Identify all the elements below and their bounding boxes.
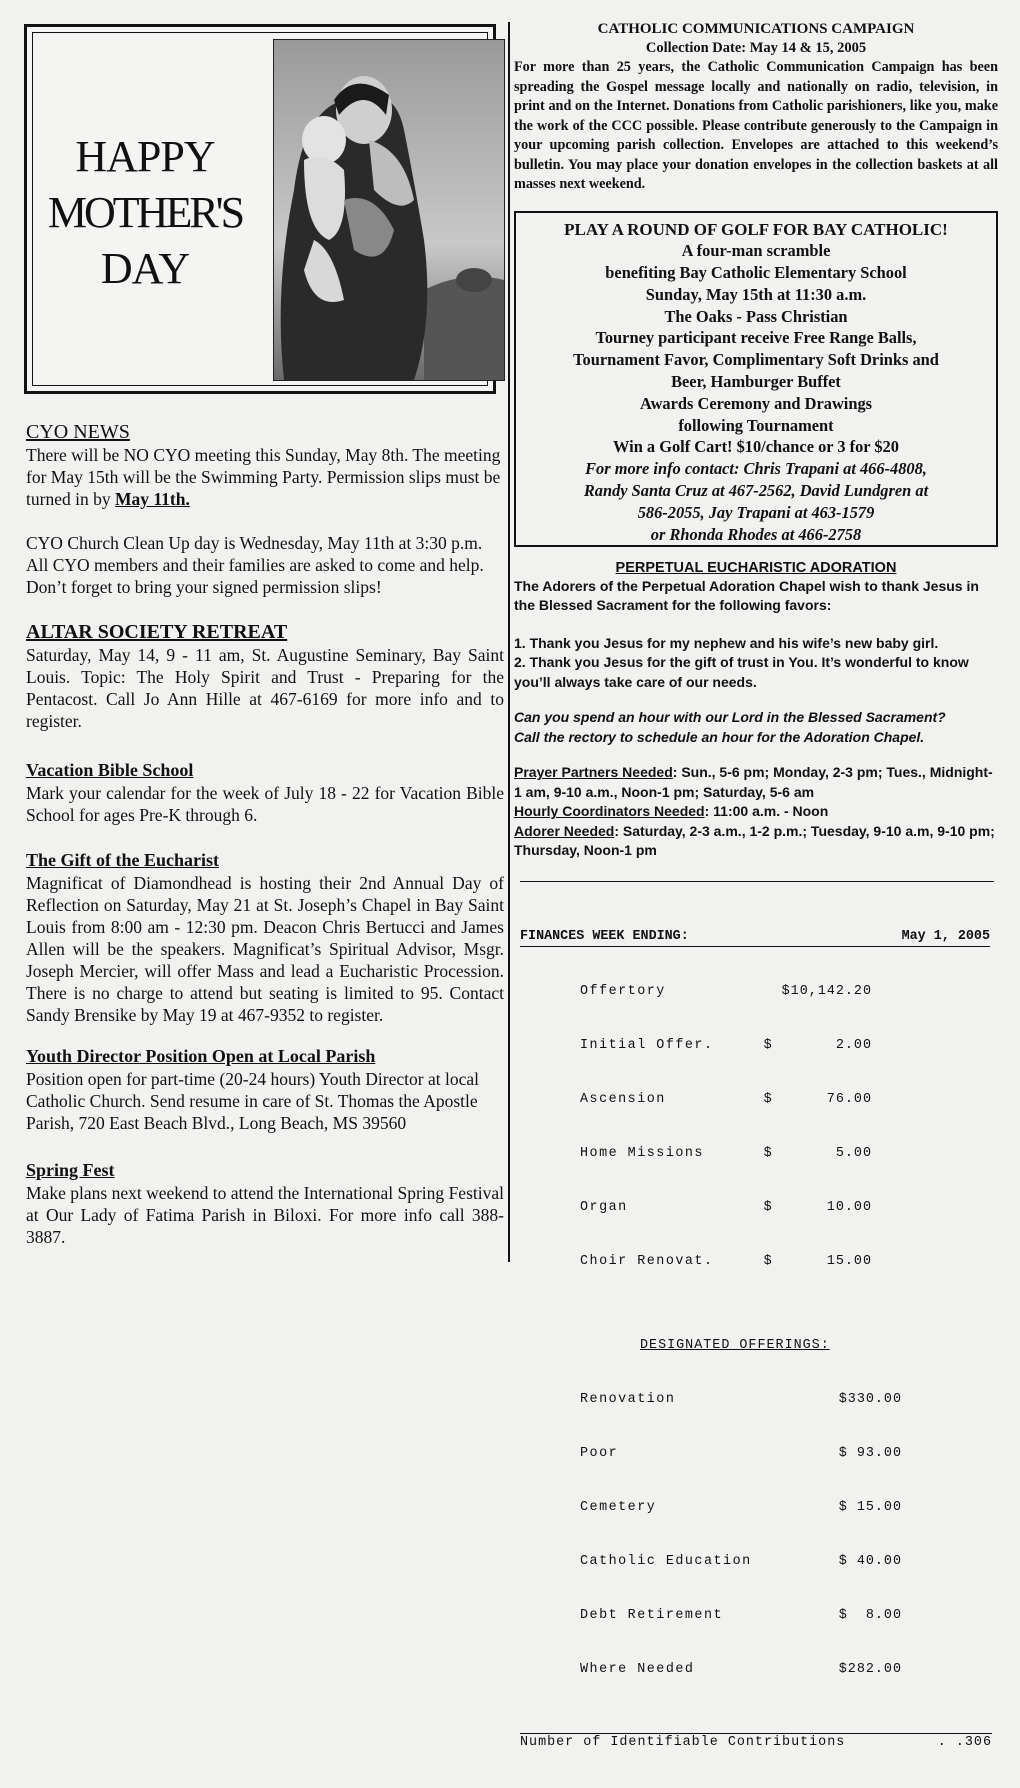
golf-contact-line: Randy Santa Cruz at 467-2562, David Lundgren at — [583, 481, 929, 501]
mothers-day-heading: HAPPY MOTHER'S DAY — [47, 132, 243, 293]
hourly-coordinators-label: Hourly Coordinators Needed — [514, 803, 705, 819]
golf-line: Beer, Hamburger Buffet — [671, 372, 841, 392]
contributions-label: Number of Identifiable Contributions — [520, 1734, 846, 1750]
cyo-cleanup-text: CYO Church Clean Up day is Wednesday, May 11th at 3:30 p.m. All CYO members and their families are asked to come and help. Don’t forget to bring your signed permission slips! — [26, 533, 484, 597]
ccc-section — [514, 20, 998, 195]
finance-row: Organ $ 10.00 — [580, 1199, 872, 1215]
spring-fest-text: Make plans next weekend to attend the International Spring Festival at Our Lady of Fatima Parish in Biloxi. For more info call 388-3887. — [26, 1183, 504, 1247]
contributions-row — [520, 1733, 992, 1752]
contributions-value: 306 — [964, 1734, 992, 1750]
vbs-text: Mark your calendar for the week of July 18 - 22 for Vacation Bible School for ages Pre-K through 6. — [26, 783, 504, 825]
ccc-title: CATHOLIC COMMUNICATIONS CAMPAIGN — [597, 21, 915, 37]
permission-deadline: May 11th. — [114, 489, 190, 509]
altar-society-title: ALTAR SOCIETY RETREAT — [26, 621, 288, 643]
eucharist-title: The Gift of the Eucharist — [26, 850, 219, 870]
adoration-intro: The Adorers of the Perpetual Adoration Chapel wish to thank Jesus in the Blessed Sacrament for the following favors: — [514, 577, 979, 613]
golf-line: benefiting Bay Catholic Elementary School — [605, 263, 907, 283]
golf-contact-line: 586-2055, Jay Trapani at 463-1579 — [637, 502, 875, 522]
hourly-coordinators-text: : 11:00 a.m. - Noon — [704, 803, 829, 819]
finances-header-label: FINANCES WEEK ENDING: — [520, 928, 689, 944]
cyo-news-text: There will be NO CYO meeting this Sunday, May 8th. The meeting for May 15th will be the Swimming Party. Permission slips must be turned in by — [26, 445, 501, 509]
golf-contact-line: or Rhonda Rhodes at 466-2758 — [650, 524, 862, 544]
finances-divider — [520, 881, 994, 882]
ccc-text: For more than 25 years, the Catholic Communication Campaign has been spreading the Gospel message locally and nationally on radio, television, in print and on the Internet. Donations from Catholic parishioners, like you, make the work of the CCC possible. Please contribute generously to the Campaign in your upcoming parish collection. Envelopes are attached to this weekend’s bulletin. You may place your donation envelopes in the collection baskets at all masses next weekend. — [514, 59, 998, 192]
golf-line: following Tournament — [678, 415, 834, 435]
adoration-item: 2. Thank you Jesus for the gift of trust in You. It’s wonderful to know you’ll always take care of our needs. — [514, 654, 969, 690]
finance-row: Offertory $10,142.20 — [580, 983, 872, 999]
youth-director-section — [26, 1044, 504, 1134]
adorer-needed-label: Adorer Needed — [514, 822, 615, 839]
left-column — [18, 24, 504, 1248]
eucharist-text: Magnificat of Diamondhead is hosting their 2nd Annual Day of Reflection on Saturday, May 21 at St. Joseph’s Chapel in Bay Saint Louis from 8:00 am - 12:30 pm. Deacon Chris Bertucci and James Allen will be the speakers. Magnificat’s Spiritual Advisor, Msgr. Joseph Mercier, will offer Mass and lead a Eucharistic Procession. There is no charge to attend but seating is limited to 95. Contact Sandy Brensike by May 19 at 467-9352 to register. — [26, 873, 504, 1025]
adoration-item: 1. Thank you Jesus for my nephew and his wife’s new baby girl. — [514, 634, 939, 651]
golf-title: PLAY A ROUND OF GOLF FOR BAY CATHOLIC! — [564, 219, 948, 239]
designated-row: Where Needed $282.00 — [580, 1661, 902, 1677]
finance-row: Choir Renovat. $ 15.00 — [580, 1253, 872, 1269]
golf-line: Tournament Favor, Complimentary Soft Drinks and — [573, 350, 939, 370]
cyo-news-title: CYO NEWS — [26, 421, 130, 443]
designated-row: Debt Retirement $ 8.00 — [580, 1607, 902, 1623]
designated-row: Catholic Education $ 40.00 — [580, 1553, 902, 1569]
finances-header — [520, 928, 990, 947]
golf-contact-line: For more info contact: Chris Trapani at 466-4808, — [585, 459, 927, 479]
golf-line: Tourney participant receive Free Range Balls, — [595, 328, 917, 348]
designated-row: Renovation $330.00 — [580, 1391, 902, 1407]
prayer-partners-label: Prayer Partners Needed — [514, 764, 673, 780]
golf-line: A four-man scramble — [681, 241, 831, 261]
designated-row: Poor $ 93.00 — [580, 1445, 902, 1461]
adoration-appeal: Can you spend an hour with our Lord in the Blessed Sacrament? — [514, 709, 946, 725]
adorer-needed-text: : Saturday, 2-3 a.m., 1-2 p.m.; Tuesday, 9-10 a.m, 9-10 pm; Thursday, Noon-1 pm — [514, 822, 995, 858]
cyo-news-section — [26, 420, 504, 598]
adoration-section — [514, 559, 998, 861]
mothers-day-box — [24, 24, 496, 394]
ccc-date: Collection Date: May 14 & 15, 2005 — [645, 40, 867, 56]
finance-row: Initial Offer. $ 2.00 — [580, 1037, 872, 1053]
youth-director-title: Youth Director Position Open at Local Parish — [26, 1046, 376, 1066]
altar-society-section — [26, 620, 504, 732]
altar-society-text: Saturday, May 14, 9 - 11 am, St. Augustine Seminary, Bay Saint Louis. Topic: The Holy Spirit and Trust - Preparing for the Pentacost. Call Jo Ann Hille at 467-6169 for more info and to register. — [26, 645, 504, 731]
prayer-partners-text: : Sun., 5-6 pm; Monday, 2-3 pm; Tues., Midnight-1 am, 9-10 a.m., Noon-1 pm; Saturday, 5-6 am — [514, 764, 993, 800]
madonna-and-child-painting-icon — [273, 39, 505, 381]
adoration-appeal: Call the rectory to schedule an hour for the Adoration Chapel. — [514, 728, 925, 745]
column-divider — [508, 22, 510, 1262]
adoration-title: PERPETUAL EUCHARISTIC ADORATION — [615, 559, 897, 576]
finance-row: Home Missions $ 5.00 — [580, 1145, 872, 1161]
eucharist-section — [26, 848, 504, 1026]
youth-director-text: Position open for part-time (20-24 hours) Youth Director at local Catholic Church. Send resume in care of St. Thomas the Apostle Parish, 720 East Beach Blvd., Long Beach, MS 39560 — [26, 1069, 479, 1133]
vbs-section — [26, 758, 504, 826]
golf-line: Awards Ceremony and Drawings — [639, 393, 873, 413]
designated-offerings-title: DESIGNATED OFFERINGS: — [640, 1337, 830, 1353]
vbs-title: Vacation Bible School — [26, 760, 194, 780]
designated-row: Cemetery $ 15.00 — [580, 1499, 902, 1515]
golf-box — [514, 211, 998, 547]
spring-fest-section — [26, 1158, 504, 1248]
golf-line: The Oaks - Pass Christian — [664, 306, 848, 326]
right-column — [514, 20, 998, 1788]
finance-row: Ascension $ 76.00 — [580, 1091, 872, 1107]
finances-week-date: May 1, 2005 — [901, 928, 990, 944]
golf-line: Win a Golf Cart! $10/chance or 3 for $20 — [613, 437, 899, 457]
contributions-dots: . . — [937, 1734, 965, 1750]
golf-line: Sunday, May 15th at 11:30 a.m. — [645, 284, 867, 304]
finances-section — [514, 892, 998, 1788]
spring-fest-title: Spring Fest — [26, 1160, 115, 1180]
